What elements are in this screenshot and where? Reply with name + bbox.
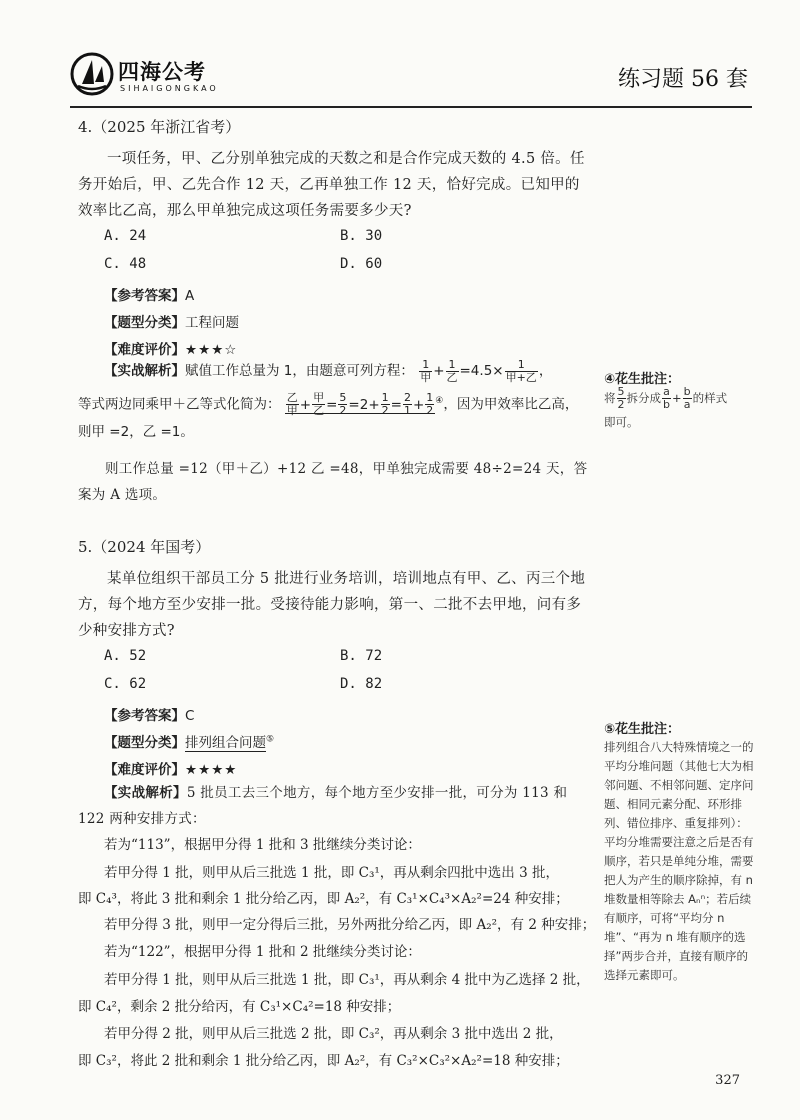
q5-case-122-a2: 即 C₄²，剩余 2 批分给丙，有 C₃¹×C₄²=18 种安排； [78,999,401,1015]
header-divider [70,106,752,108]
page-number: 327 [715,1073,740,1088]
q4-answer-label: 【参考答案】 [104,288,185,304]
q4-difficulty-label: 【难度评价】 [104,342,185,358]
note5-title: ⑤花生批注： [604,722,681,737]
formula-fraction: $\frac{1}{\text{甲}}$ [420,357,432,384]
q5-category: 排列组合问题 [185,735,266,751]
simplified-equation: $\frac{\text{乙}}{\text{甲}}$ + $\frac{\text{甲}}{\text{乙}}$ = $\frac{5}{2}$ =2+ $\frac{1}{2}$ = $\frac{2}{1}$ + $\frac{1}{2}$ [286,391,434,417]
q4-category: 工程问题 [185,315,239,331]
q4-category-label: 【题型分类】 [104,315,185,331]
q5-difficulty-stars: ★★★★ [185,762,238,778]
q4-analysis-5: 则工作总量 =12（甲＋乙）+12 乙 =48，甲单独完成需要 48÷2=24 天，答案为 A 选项。 [78,461,588,503]
q5-category-line: 【题型分类】排列组合问题⑤ [104,734,275,751]
q5-option-c: C. 62 [104,676,147,692]
q4-answer: A [185,288,195,304]
logo [70,50,240,100]
q5-case-113-a2: 即 C₄³，将此 3 批和剩余 1 批分给乙丙，即 A₂²，有 C₃¹×C₄³×A₂²=24 种安排； [78,891,569,907]
q4-analysis-1: 赋值工作总量为 1，由题意可列方程： [185,363,414,379]
q5-case-113-b: 若甲分得 3 批，则甲一定分得后三批，另外两批分给乙丙，即 A₂²，有 2 种安排； [104,917,596,933]
q4-analysis-line-2: 等式两边同乘甲＋乙等式化简为： $\frac{\text{乙}}{\text{甲}}$ + $\frac{\text{甲}}{\text{乙}}$ = $\frac{5}{2}$ =2+ $\frac{1}{2}$ = $\frac{2}{1}$ + $\frac{1}{2}$ ④，因为甲效率比乙高， [78,391,579,417]
q5-analysis-label: 【实战解析】 [104,785,187,801]
q5-category-label: 【题型分类】 [104,735,185,751]
q5-analysis-1: 5 批员工去三个地方，每个地方至少安排一批，可分为 113 和 122 两种安排方式： [78,785,568,827]
q5-title: 5.（2024 年国考） [78,538,211,556]
formula-fraction: $\frac{1}{\text{甲+乙}}$ [505,357,537,384]
sailboat-logo-icon [70,52,114,96]
q5-case-122: 若为“122”，根据甲分得 1 批和 2 批继续分类讨论： [104,944,421,960]
q4-analysis-4: 则甲 =2，乙 =1。 [78,424,194,440]
q5-option-b: B. 72 [340,648,383,664]
logo-subtext: SIHAIGONGKAO [120,84,219,93]
q5-answer: C [185,708,195,724]
q5-case-122-a1: 若甲分得 1 批，则甲从后三批选 1 批，即 C₃¹，再从剩余 4 批中为乙选择 2 批， [104,972,590,988]
note4-title: ④花生批注： [604,372,681,387]
q5-stem: 某单位组织干部员工分 5 批进行业务培训，培训地点有甲、乙、丙三个地方，每个地方至少安排一批。受接待能力影响，第一、二批不去甲地，问有多少种安排方式? [78,571,586,639]
q4-analysis-2: 等式两边同乘甲＋乙等式化简为： [78,396,281,413]
q4-option-b: B. 30 [340,228,383,244]
q5-difficulty-label: 【难度评价】 [104,762,185,778]
q4-answer-line [104,284,194,304]
q4-analysis-line-1: 【实战解析】赋值工作总量为 1，由题意可列方程： $\frac{1}{\text{甲}}$ + $\frac{1}{\text{乙}}$ =4.5× $\frac{1}{\text{甲+乙}}$ ， [104,357,553,384]
q4-stem: 一项任务，甲、乙分别单独完成的天数之和是合作完成天数的 4.5 倍。任务开始后，甲、乙先合作 12 天，乙再单独工作 12 天，恰好完成。已知甲的效率比乙高，那么甲单独完成这项任务需要多少天? [78,151,585,219]
q5-answer-label: 【参考答案】 [104,708,185,724]
note4-text: 将 $\frac{5}{2}$ 拆分成 $\frac{a}{b}$ + $\frac{b}{a}$ 的样式 即可。 [604,385,728,429]
logo-text: 四海公考 [118,60,206,84]
q4-difficulty-stars: ★★★☆ [185,342,238,358]
q4-category-line [104,311,239,331]
q5-difficulty-line [104,758,237,778]
q5-case-113: 若为“113”，根据甲分得 1 批和 3 批继续分类讨论： [104,837,421,853]
q4-option-c: C. 48 [104,256,147,272]
q5-analysis-1-line [78,780,588,832]
q4-option-a: A. 24 [104,228,147,244]
q5-option-a: A. 52 [104,648,147,664]
q5-case-122-b2: 即 C₃²，将此 2 批和剩余 1 批分给乙丙，即 A₂²，有 C₃²×C₃²×A₂²=18 种安排； [78,1053,569,1069]
q4-title: 4.（2025 年浙江省考） [78,118,241,136]
formula-fraction: $\frac{1}{\text{乙}}$ [446,357,458,384]
q4-option-d: D. 60 [340,256,383,272]
q4-analysis-3: ，因为甲效率比乙高， [443,396,579,413]
q5-case-122-b1: 若甲分得 2 批，则甲从后三批选 2 批，即 C₃²，再从剩余 3 批中选出 2 批， [104,1026,563,1042]
note5-text: 排列组合八大特殊情境之一的平均分堆问题（其他七大为相邻问题、不相邻问题、定序问题、相同元素分配、环形排列、错位排序、重复排列）：平均分堆需要注意之后是否有顺序，若只是单纯分堆，需要把人为产生的顺序除掉，有 n 堆数量相等除去 Aₙⁿ；若后续有顺序，可将“平均分 n 堆”、“再为 n 堆有顺序的选择”两步合并，直接有顺序的选择元素即可。 [604,740,754,982]
q5-case-113-a1: 若甲分得 1 批，则甲从后三批选 1 批，即 C₃¹，再从剩余四批中选出 3 批， [104,865,559,881]
q4-analysis-label: 【实战解析】 [104,363,185,379]
q5-option-d: D. 82 [340,676,383,692]
q5-answer-line [104,704,194,724]
set-title: 练习题 56 套 [618,67,748,92]
